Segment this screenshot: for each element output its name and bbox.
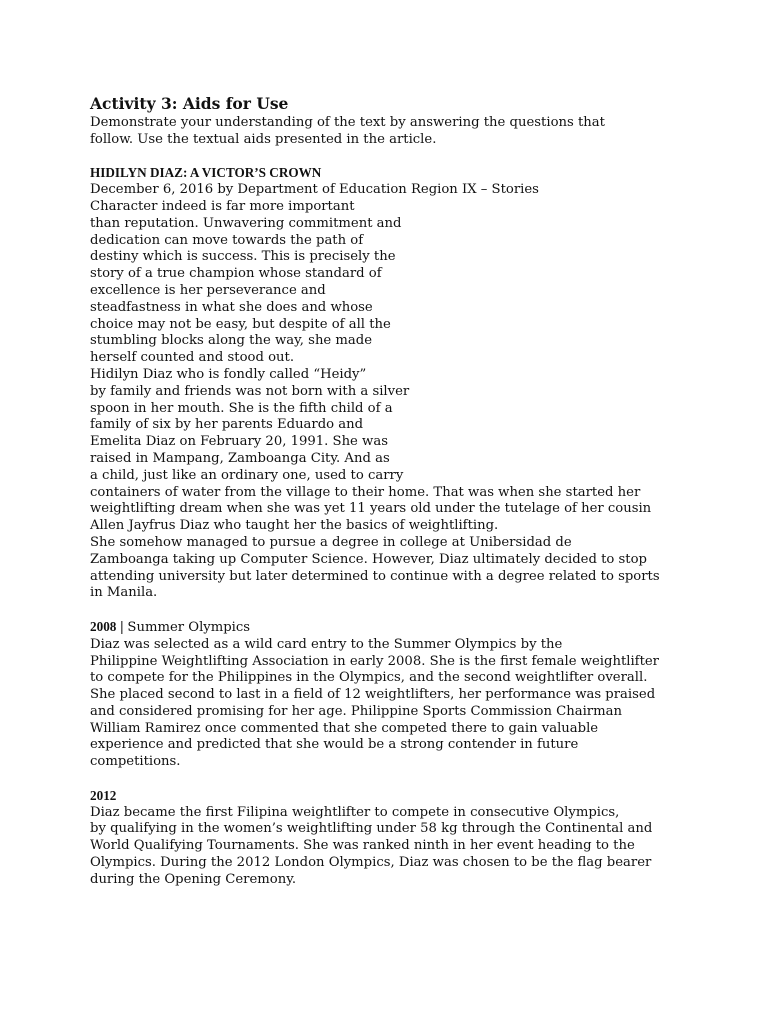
article-intro (90, 199, 680, 602)
text-line: competitions. (90, 754, 181, 770)
text-line: to compete for the Philippines in the Olympics, and the second weightlifter overall. (90, 670, 648, 686)
spacer (90, 149, 680, 166)
text-line: World Qualifying Tournaments. She was ranked ninth in her event heading to the (90, 838, 635, 854)
text-line: Philippine Weightlifting Association in early 2008. She is the first female weightlifter (90, 653, 659, 669)
text-line: containers of water from the village to their home. That was when she started her (90, 484, 641, 500)
article (90, 165, 680, 602)
text-line: family of six by her parents Eduardo and (90, 417, 364, 433)
text-line: by family and friends was not born with a silver (90, 383, 410, 399)
text-line: William Ramirez once commented that she competed there to gain valuable (90, 720, 599, 736)
section-heading (90, 788, 680, 805)
text-line: and considered promising for her age. Philippine Sports Commission Chairman (90, 703, 622, 719)
text-line: steadfastness in what she does and whose (90, 299, 373, 315)
text-line: stumbling blocks along the way, she made (90, 333, 373, 349)
text-line: Diaz became the first Filipina weightlifter to compete in consecutive Olympics, (90, 804, 620, 820)
section-label: Summer Olympics (127, 619, 251, 635)
document-content (90, 94, 680, 889)
text-line: Hidilyn Diaz who is fondly called “Heidy” (90, 366, 367, 382)
activity-instructions (90, 115, 680, 149)
spacer (90, 771, 680, 788)
text-line: attending university but later determined to continue with a degree related to sports (90, 568, 660, 584)
spacer (90, 602, 680, 619)
article-byline: December 6, 2016 by Department of Education Region IX – Stories (90, 182, 539, 198)
text-line: a child, just like an ordinary one, used to carry (90, 467, 404, 483)
section-body (90, 805, 680, 889)
text-line: experience and predicted that she would be a strong contender in future (90, 737, 579, 753)
text-line: during the Opening Ceremony. (90, 871, 297, 887)
text-line: herself counted and stood out. (90, 350, 295, 366)
text-line: Zamboanga taking up Computer Science. However, Diaz ultimately decided to stop (90, 551, 647, 567)
text-line: excellence is her perseverance and (90, 282, 326, 298)
text-line: choice may not be easy, but despite of all the (90, 316, 391, 332)
section-separator: | (119, 619, 125, 635)
text-line: by qualifying in the women’s weightlifting under 58 kg through the Continental and (90, 821, 653, 837)
text-line: Emelita Diaz on February 20, 1991. She was (90, 434, 388, 450)
text-line: destiny which is success. This is precisely the (90, 249, 396, 265)
text-line: Allen Jayfrus Diaz who taught her the basics of weightlifting. (90, 518, 499, 534)
text-line: spoon in her mouth. She is the fifth child of a (90, 400, 393, 416)
text-line: Diaz was selected as a wild card entry to the Summer Olympics by the (90, 636, 563, 652)
activity-title: Activity 3: Aids for Use (90, 94, 289, 113)
text-line: dedication can move towards the path of (90, 232, 364, 248)
text-line: than reputation. Unwavering commitment and (90, 215, 402, 231)
text-line: weightlifting dream when she was yet 11 years old under the tutelage of her cousin (90, 501, 652, 517)
text-line: raised in Mampang, Zamboanga City. And as (90, 450, 390, 466)
section-body (90, 637, 680, 771)
section-year: 2008 (90, 618, 117, 634)
text-line: She somehow managed to pursue a degree in college at Unibersidad de (90, 534, 572, 550)
text-line: Olympics. During the 2012 London Olympics, Diaz was chosen to be the flag bearer (90, 855, 652, 871)
instruction-line: Demonstrate your understanding of the text by answering the questions that (90, 115, 605, 130)
text-line: Character indeed is far more important (90, 198, 355, 214)
section-2008 (90, 619, 680, 771)
section-year: 2012 (90, 787, 117, 803)
text-line: in Manila. (90, 585, 158, 601)
text-line: She placed second to last in a field of 12 weightlifters, her performance was praised (90, 687, 656, 703)
section-heading (90, 619, 680, 637)
instruction-line: follow. Use the textual aids presented in the article. (90, 131, 437, 147)
article-title: HIDILYN DIAZ: A VICTOR’S CROWN (90, 165, 322, 181)
text-line: story of a true champion whose standard of (90, 266, 382, 282)
section-2012 (90, 788, 680, 889)
